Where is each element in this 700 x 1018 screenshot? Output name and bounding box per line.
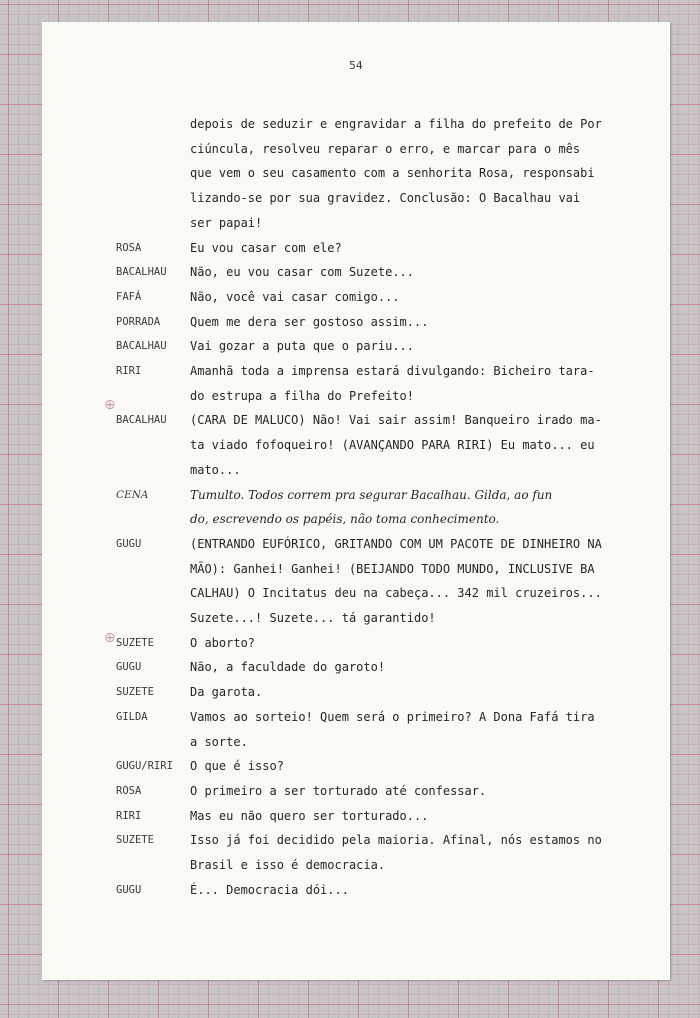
- speaker-name: BACALHAU: [116, 340, 167, 353]
- dialogue-line: O primeiro a ser torturado até confessar.: [190, 783, 487, 798]
- dialogue-entry: [116, 655, 666, 680]
- speaker-name: GUGU: [116, 537, 142, 550]
- dialogue-line: que vem o seu casamento com a senhorita Rosa, responsabi: [190, 166, 595, 181]
- script-body: [116, 112, 666, 903]
- speaker-name: BACALHAU: [116, 266, 167, 279]
- stage-direction: [116, 483, 666, 532]
- dialogue-line: Vamos ao sorteio! Quem será o primeiro? A Dona Fafá tira: [190, 709, 595, 724]
- dialogue-line: Amanhã toda a imprensa estará divulgando: Bicheiro tara-: [190, 364, 595, 379]
- speaker-name: RIRI: [116, 365, 142, 378]
- dialogue-line: Não, a faculdade do garoto!: [190, 660, 386, 675]
- punch-hole-mark-icon: ⊕: [104, 397, 116, 413]
- dialogue-line: Suzete...! Suzete... tá garantido!: [190, 611, 436, 626]
- dialogue-line: Quem me dera ser gostoso assim...: [190, 314, 429, 329]
- speaker-name: BACALHAU: [116, 414, 167, 427]
- dialogue-entry: [116, 754, 666, 779]
- speaker-name: GUGU: [116, 883, 142, 896]
- speaker-name: GILDA: [116, 710, 148, 723]
- dialogue-entry: [116, 779, 666, 804]
- dialogue-line: ta viado fofoqueiro! (AVANÇANDO PARA RIRI) Eu mato... eu: [190, 438, 595, 453]
- dialogue-entry: [116, 334, 666, 359]
- dialogue-line: MÃO): Ganhei! Ganhei! (BEIJANDO TODO MUNDO, INCLUSIVE BA: [190, 561, 595, 576]
- dialogue-line: Vai gozar a puta que o pariu...: [190, 339, 414, 354]
- dialogue-line: mato...: [190, 462, 241, 477]
- dialogue-entry: [116, 631, 666, 656]
- dialogue-entry: [116, 408, 666, 482]
- dialogue-line: Não, eu vou casar com Suzete...: [190, 265, 414, 280]
- dialogue-entry: [116, 804, 666, 829]
- speaker-name: CENA: [116, 488, 149, 501]
- speaker-name: ROSA: [116, 784, 142, 797]
- dialogue-line: Brasil e isso é democracia.: [190, 858, 386, 873]
- dialogue-line: Eu vou casar com ele?: [190, 240, 342, 255]
- dialogue-line: Isso já foi decidido pela maioria. Afinal, nós estamos no: [190, 833, 602, 848]
- dialogue-entry: [116, 680, 666, 705]
- dialogue-line: do, escrevendo os papéis, não toma conhecimento.: [190, 512, 500, 527]
- dialogue-line: O aborto?: [190, 635, 256, 650]
- dialogue-line: CALHAU) O Incitatus deu na cabeça... 342 mil cruzeiros...: [190, 586, 602, 601]
- punch-hole-mark-icon: ⊕: [104, 630, 116, 646]
- page-number: 54: [349, 59, 363, 72]
- dialogue-entry: [116, 112, 666, 236]
- dialogue-line: lizando-se por sua gravidez. Conclusão: O Bacalhau vai: [190, 191, 581, 206]
- speaker-name: GUGU: [116, 661, 142, 674]
- speaker-name: RIRI: [116, 809, 142, 822]
- speaker-name: SUZETE: [116, 834, 154, 847]
- dialogue-entry: [116, 878, 666, 903]
- dialogue-line: É... Democracia dói...: [190, 882, 349, 897]
- dialogue-line: Tumulto. Todos correm pra segurar Bacalhau. Gilda, ao fun: [190, 487, 553, 502]
- dialogue-entry: [116, 260, 666, 285]
- dialogue-entry: [116, 236, 666, 261]
- dialogue-line: ciúncula, resolveu reparar o erro, e marcar para o mês: [190, 141, 581, 156]
- speaker-name: FAFÁ: [116, 290, 142, 303]
- dialogue-line: do estrupa a filha do Prefeito!: [190, 388, 414, 403]
- speaker-name: GUGU/RIRI: [116, 760, 173, 773]
- dialogue-line: (CARA DE MALUCO) Não! Vai sair assim! Banqueiro irado ma-: [190, 413, 602, 428]
- dialogue-line: (ENTRANDO EUFÓRICO, GRITANDO COM UM PACOTE DE DINHEIRO NA: [190, 536, 602, 551]
- dialogue-line: Mas eu não quero ser torturado...: [190, 808, 429, 823]
- speaker-name: SUZETE: [116, 686, 154, 699]
- document-page: [42, 22, 670, 980]
- dialogue-entry: [116, 310, 666, 335]
- speaker-name: SUZETE: [116, 636, 154, 649]
- dialogue-entry: [116, 828, 666, 877]
- dialogue-line: Da garota.: [190, 685, 263, 700]
- speaker-name: PORRADA: [116, 315, 161, 328]
- dialogue-line: a sorte.: [190, 734, 248, 749]
- dialogue-line: O que é isso?: [190, 759, 284, 774]
- dialogue-entry: [116, 285, 666, 310]
- dialogue-entry: [116, 359, 666, 408]
- dialogue-line: Não, você vai casar comigo...: [190, 289, 400, 304]
- speaker-name: ROSA: [116, 241, 142, 254]
- dialogue-entry: [116, 705, 666, 754]
- dialogue-line: ser papai!: [190, 215, 263, 230]
- dialogue-line: depois de seduzir e engravidar a filha do prefeito de Por: [190, 117, 602, 131]
- dialogue-entry: [116, 532, 666, 631]
